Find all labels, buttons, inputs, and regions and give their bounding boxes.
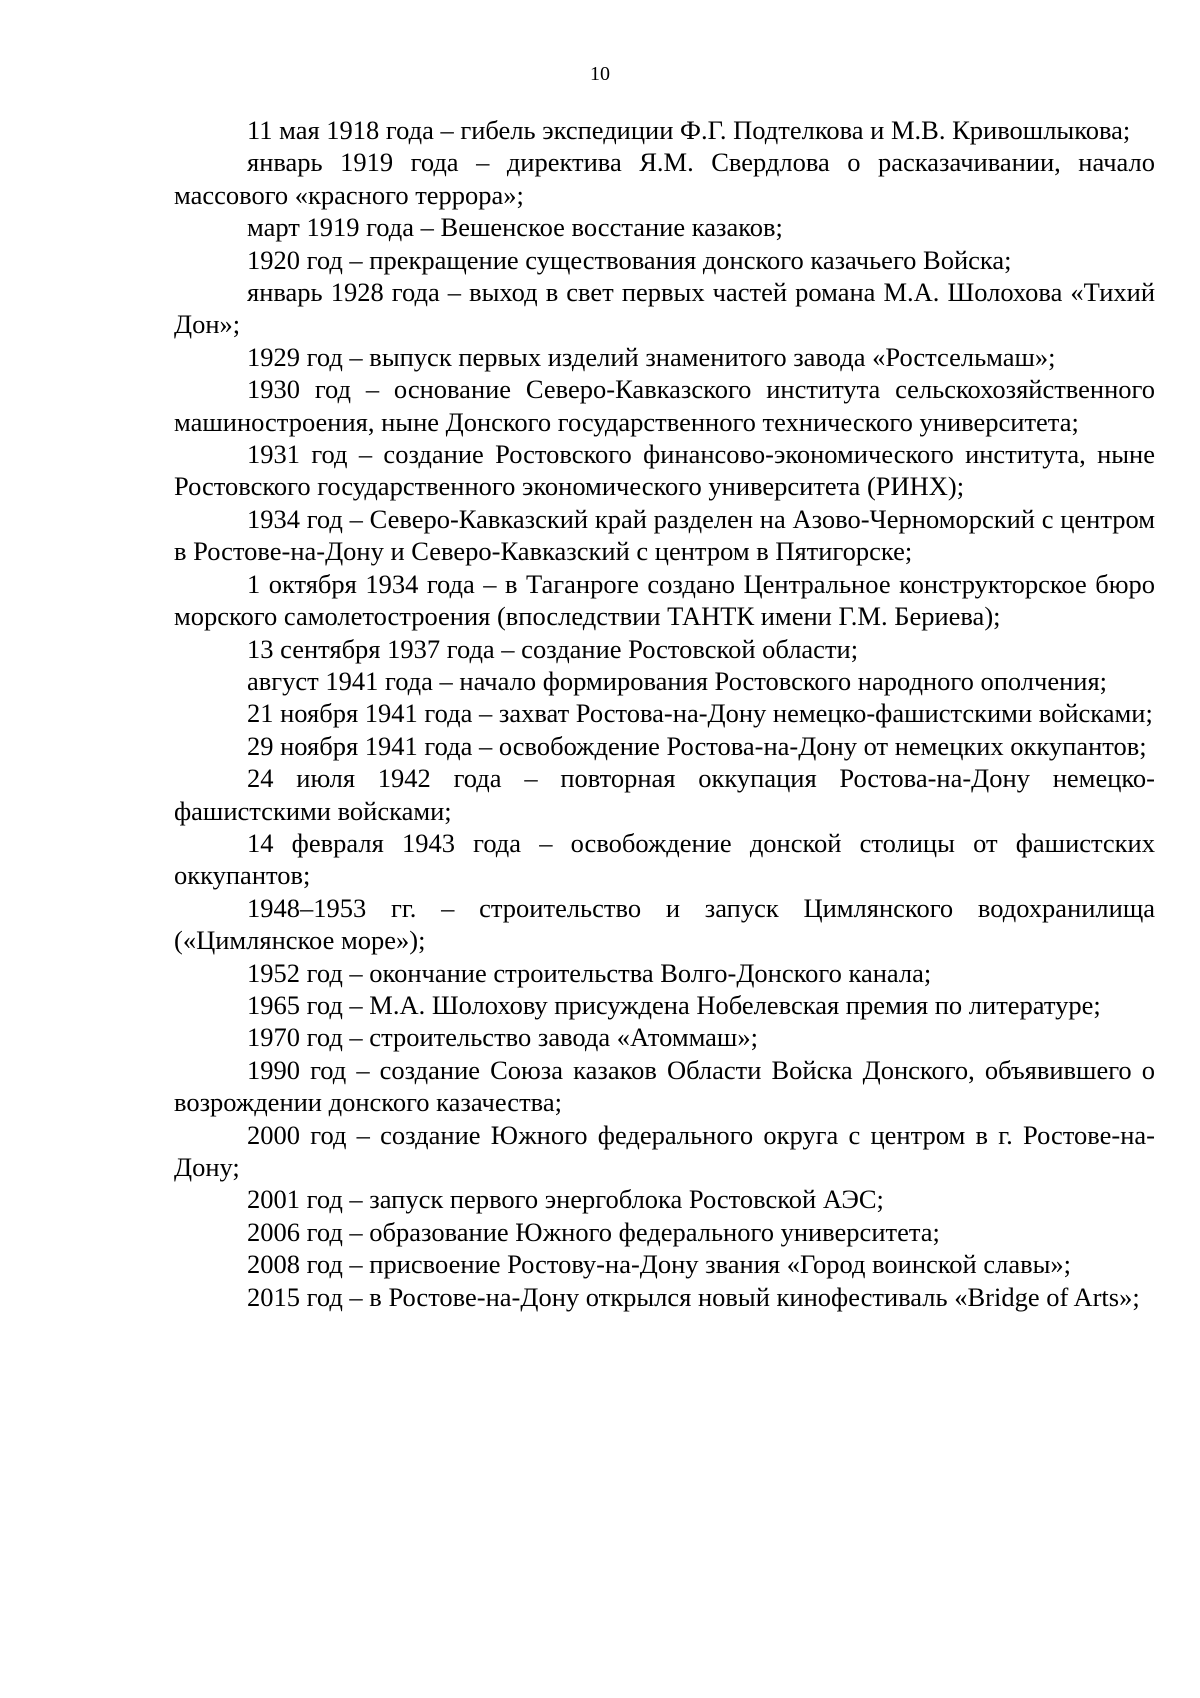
- chronology-entry: 1920 год – прекращение существования донского казачьего Войска;: [247, 244, 1012, 275]
- chronology-entry: 1952 год – окончание строительства Волго-Донского канала;: [247, 957, 932, 988]
- chronology-entry: 1970 год – строительство завода «Атоммаш»;: [247, 1022, 758, 1053]
- chronology-entry: 2001 год – запуск первого энергоблока Ростовской АЭС;: [247, 1184, 884, 1215]
- chronology-entry: 24 июля 1942 года – повторная оккупация Ростова-на-Дону немецко-фашистскими войсками;: [174, 763, 1155, 826]
- chronology-entry: 14 февраля 1943 года – освобождение донской столицы от фашистских оккупантов;: [174, 827, 1155, 891]
- chronology-entry: август 1941 года – начало формирования Ростовского народного ополчения;: [247, 665, 1108, 696]
- chronology-entry: 2000 год – создание Южного федерального округа с центром в г. Ростове-на-Дону;: [174, 1119, 1155, 1182]
- chronology-entry: 1934 год – Северо-Кавказский край разделен на Азово-Черноморский с центром в Ростове-на-Дону и Северо-Кавказский с центром в Пятигорске;: [174, 503, 1155, 567]
- chronology-entry: январь 1919 года – директива Я.М. Свердлова о расказачивании, начало массового «красного террора»;: [174, 147, 1155, 210]
- chronology-entry: 1930 год – основание Северо-Кавказского института сельскохозяйственного машиностроения, ныне Донского государственного технического университета;: [174, 374, 1155, 437]
- page-number: 10: [590, 63, 610, 85]
- chronology-entry: 2006 год – образование Южного федерального университета;: [247, 1216, 940, 1247]
- chronology-entry: 1948–1953 гг. – строительство и запуск Цимлянского водохранилища («Цимлянское море»);: [174, 892, 1155, 956]
- chronology-entry: 1 октября 1934 года – в Таганроге создано Центральное конструкторское бюро морского самолетостроения (впоследствии ТАНТК имени Г.М. Бериева);: [174, 568, 1155, 632]
- chronology-entry: 1965 год – М.А. Шолохову присуждена Нобелевская премия по литературе;: [247, 989, 1101, 1020]
- chronology-entry: 1990 год – создание Союза казаков Области Войска Донского, объявившего о возрождении донского казачества;: [174, 1054, 1155, 1118]
- chronology-entry: март 1919 года – Вешенское восстание казаков;: [247, 212, 783, 243]
- chronology-entry: 2015 год – в Ростове-на-Дону открылся новый кинофестиваль «Bridge of Arts»;: [247, 1281, 1140, 1312]
- chronology-entry: 13 сентября 1937 года – создание Ростовской области;: [247, 633, 859, 664]
- chronology-entry: 1931 год – создание Ростовского финансово-экономического института, ныне Ростовского государственного экономического университета (РИНХ);: [174, 439, 1155, 502]
- chronology-list: [174, 114, 1155, 1313]
- chronology-entry: 11 мая 1918 года – гибель экспедиции Ф.Г. Подтелкова и М.В. Кривошлыкова;: [247, 115, 1131, 145]
- chronology-entry: 21 ноября 1941 года – захват Ростова-на-Дону немецко-фашистскими войсками;: [247, 698, 1153, 729]
- chronology-entry: 29 ноября 1941 года – освобождение Ростова-на-Дону от немецких оккупантов;: [247, 730, 1147, 761]
- chronology-entry: 2008 год – присвоение Ростову-на-Дону звания «Город воинской славы»;: [247, 1249, 1072, 1280]
- chronology-entry: январь 1928 года – выход в свет первых частей романа М.А. Шолохова «Тихий Дон»;: [174, 277, 1155, 340]
- chronology-entry: 1929 год – выпуск первых изделий знаменитого завода «Ростсельмаш»;: [247, 341, 1056, 372]
